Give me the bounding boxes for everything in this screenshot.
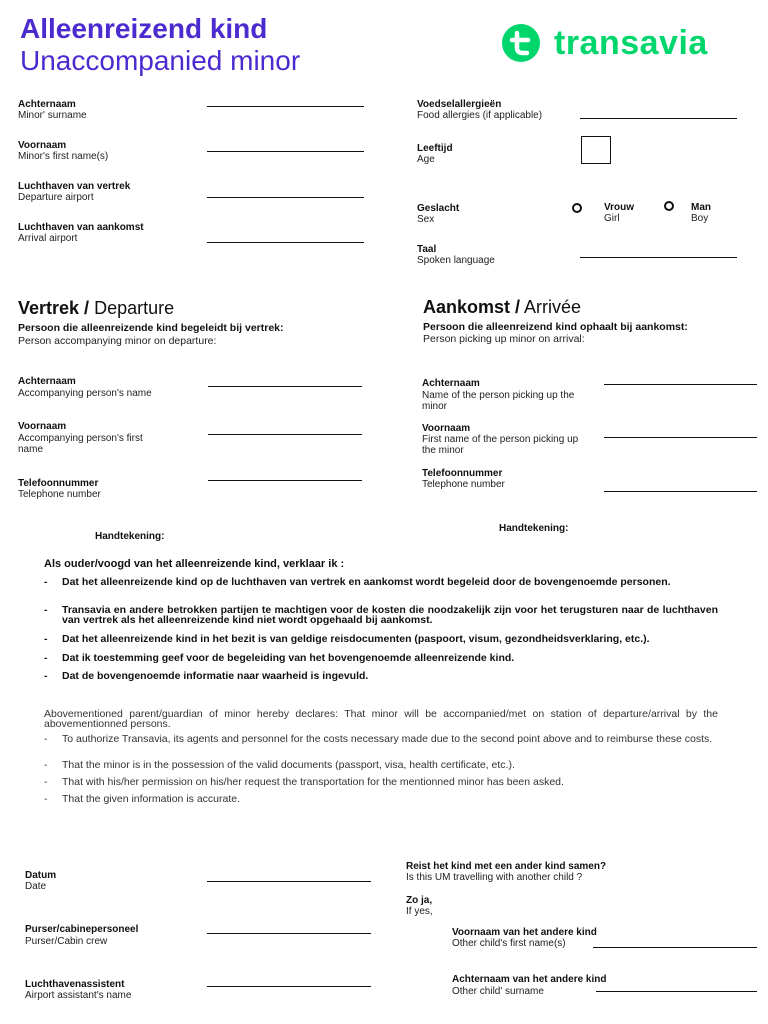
declaration-en-item: - That the given information is accurate. [44,794,718,804]
food-allergies-label: Voedselallergieën [417,99,502,110]
other-child-surname-sublabel: Other child' surname [452,986,544,997]
departure-person-subheading: Person accompanying minor on departure: [18,335,217,347]
declaration-nl-item: - Dat de bovengenoemde informatie naar waarheid is ingevuld. [44,671,718,681]
arrival-airport-label: Luchthaven van aankomst [18,222,144,233]
logo-text: transavia [554,24,708,62]
if-yes-label: Zo ja, [406,895,433,906]
page-title: Alleenreizend kind [20,13,268,44]
minor-surname-label: Achternaam [18,99,76,110]
declaration-en-item-text: That the minor is in the possession of the valid documents (passport, visa, health certificate, etc.). [62,759,515,771]
other-child-first-name-label: Voornaam van het andere kind [452,927,597,938]
arrival-airport-field[interactable] [207,242,364,243]
date-label: Datum [25,870,57,881]
pickup-surname-field[interactable] [604,384,757,385]
sex-boy-radio[interactable] [664,201,674,211]
age-label: Leeftijd [417,143,453,154]
declaration-nl-item-text: Dat ik toestemming geef voor de begeleiding van het bovengenoemde alleenreizende kind. [62,652,515,664]
departure-phone-label: Telefoonnummer [18,478,99,489]
arrival-phone-sublabel: Telephone number [422,479,505,490]
departure-phone-field[interactable] [208,480,362,481]
date-field[interactable] [207,881,371,882]
declaration-nl-item-text: Transavia en andere betrokken partijen te machtigen voor de kosten die noodzakelijk zijn voor het terugsturen naar de luchthaven van vertrek als het alleenreizende kind niet wordt opgehaald bij aankomst. [62,604,718,626]
arrival-airport-sublabel: Arrival airport [18,233,78,244]
departure-airport-field[interactable] [207,197,364,198]
pickup-surname-sublabel: Name of the person picking up the minor [422,390,575,412]
departure-title-en: Departure [94,298,175,318]
declaration-en-item: - That the minor is in the possession of the valid documents (passport, visa, health certificate, etc.). [44,760,718,770]
accompanying-surname-field[interactable] [208,386,362,387]
arrival-section-title [423,297,581,317]
accompanying-first-name-field[interactable] [208,434,362,435]
arrival-phone-label: Telefoonnummer [422,468,503,479]
declaration-nl-item: - Dat het alleenreizende kind op de luchthaven van vertrek en aankomst wordt begeleid door de bovengenoemde personen. [44,577,718,587]
arrival-signature-label: Handtekening: [499,523,569,534]
departure-signature-label: Handtekening: [95,531,165,542]
departure-section-title [18,298,174,318]
airport-assistant-field[interactable] [207,986,371,987]
other-child-question-sub: Is this UM travelling with another child ? [406,872,583,883]
declaration-nl-item: - Dat ik toestemming geef voor de begeleiding van het bovengenoemde alleenreizende kind. [44,653,718,663]
declaration-nl-item: - Transavia en andere betrokken partijen te machtigen voor de kosten die noodzakelijk zijn voor het terugsturen naar de luchthaven van vertrek als het alleenreizende kind niet wordt opgehaald bij aankomst. [44,604,718,626]
declaration-nl-item: - Dat het alleenreizende kind in het bezit is van geldige reisdocumenten (paspoort, visum, gezondheidsverklaring, etc.). [44,634,718,644]
pickup-surname-label: Achternaam [422,378,480,389]
declaration-en-item-text: To authorize Transavia, its agents and personnel for the costs necessary made due to the second point above and to reimburse these costs. [62,733,713,745]
departure-airport-label: Luchthaven van vertrek [18,181,131,192]
sex-girl-radio[interactable] [572,203,582,213]
language-label: Taal [417,244,437,255]
declaration-nl-item-text: Dat de bovengenoemde informatie naar waarheid is ingevuld. [62,670,369,682]
other-child-surname-label: Achternaam van het andere kind [452,974,607,985]
date-sublabel: Date [25,881,47,892]
other-child-first-name-sublabel: Other child's first name(s) [452,938,566,949]
food-allergies-sublabel: Food allergies (if applicable) [417,110,543,121]
arrival-person-subheading: Person picking up minor on arrival: [423,333,585,345]
transavia-logo [502,24,742,64]
minor-first-name-sublabel: Minor's first name(s) [18,151,109,162]
declaration-nl-intro: Als ouder/voogd van het alleenreizende kind, verklaar ik : [44,558,345,570]
sex-boy-label: Man [691,202,711,213]
arrival-title-nl: Aankomst / [423,297,521,317]
other-child-question: Reist het kind met een ander kind samen? [406,861,607,872]
departure-phone-sublabel: Telephone number [18,489,101,500]
purser-sublabel: Purser/Cabin crew [25,936,108,947]
arrival-phone-field[interactable] [604,491,757,492]
if-yes-sublabel: If yes, [406,906,433,917]
minor-surname-field[interactable] [207,106,364,107]
airport-assistant-label: Luchthavenassistent [25,979,125,990]
pickup-first-name-field[interactable] [604,437,757,438]
departure-title-nl: Vertrek / [18,298,90,318]
sex-label: Geslacht [417,203,460,214]
accompanying-surname-label: Achternaam [18,376,76,387]
logo-mark-icon [502,24,540,62]
arrival-person-heading: Persoon die alleenreizend kind ophaalt bij aankomst: [423,321,688,333]
departure-airport-sublabel: Departure airport [18,192,94,203]
other-child-surname-field[interactable] [596,991,757,992]
declaration-en-intro: Abovementioned parent/guardian of minor hereby declares: That minor will be accompanied/met on station of departure/arrival by the abovementionned persons. [44,708,718,730]
minor-first-name-label: Voornaam [18,140,67,151]
declaration-en-item-text: That with his/her permission on his/her request the transportation for the mentionned minor has been asked. [62,776,564,788]
arrival-title-en: Arrivée [524,297,582,317]
accompanying-surname-sublabel: Accompanying person's name [18,388,152,399]
declaration-en-item-text: That the given information is accurate. [62,793,241,805]
accompanying-first-name-sublabel: Accompanying person's first name [18,433,143,455]
sex-boy-sublabel: Boy [691,213,709,224]
minor-surname-sublabel: Minor' surname [18,110,87,121]
purser-label: Purser/cabinepersoneel [25,924,139,935]
food-allergies-field[interactable] [580,118,737,119]
declaration-nl-item-text: Dat het alleenreizende kind op de luchthaven van vertrek en aankomst wordt begeleid door de bovengenoemde personen. [62,576,671,588]
age-sublabel: Age [417,154,435,165]
declaration-en-item: - That with his/her permission on his/her request the transportation for the mentionned minor has been asked. [44,777,718,787]
pickup-first-name-label: Voornaam [422,423,471,434]
declaration-nl-item-text: Dat het alleenreizende kind in het bezit is van geldige reisdocumenten (paspoort, visum, gezondheidsverklaring, etc.). [62,633,650,645]
page-subtitle: Unaccompanied minor [20,45,301,76]
departure-person-heading: Persoon die alleenreizende kind begeleidt bij vertrek: [18,322,284,334]
age-input-box[interactable] [581,136,611,164]
airport-assistant-sublabel: Airport assistant's name [25,990,132,1001]
sex-girl-sublabel: Girl [604,213,620,224]
pickup-first-name-sublabel: First name of the person picking up the minor [422,434,579,456]
sex-girl-label: Vrouw [604,202,635,213]
other-child-first-name-field[interactable] [593,947,757,948]
minor-first-name-field[interactable] [207,151,364,152]
accompanying-first-name-label: Voornaam [18,421,67,432]
language-field[interactable] [580,257,737,258]
language-sublabel: Spoken language [417,255,495,266]
purser-field[interactable] [207,933,371,934]
sex-sublabel: Sex [417,214,435,225]
declaration-en-item: - To authorize Transavia, its agents and personnel for the costs necessary made due to the second point above and to reimburse these costs. [44,734,718,744]
